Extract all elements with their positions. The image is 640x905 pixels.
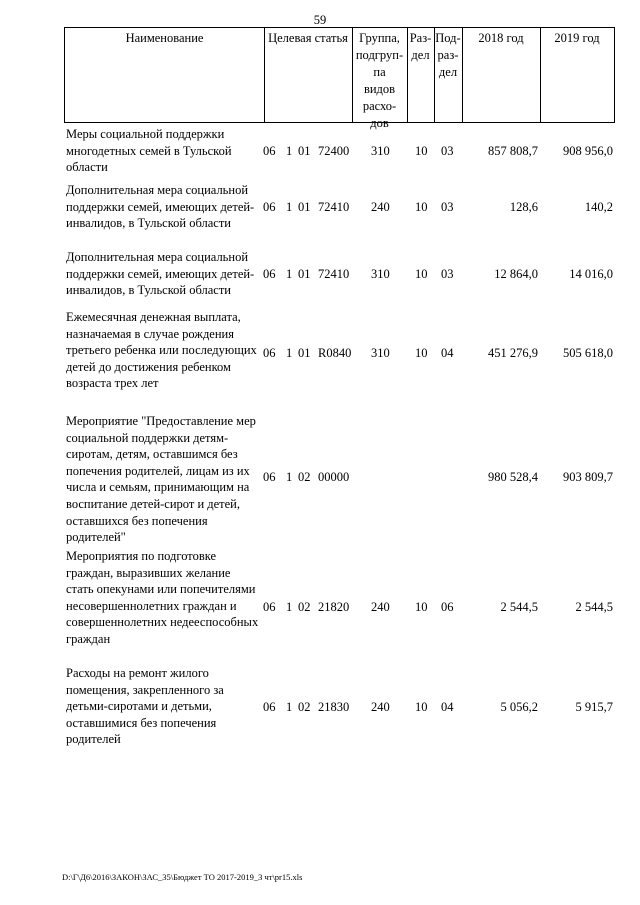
code-event: 01 [298,200,311,214]
header-section [407,28,434,122]
row-subsection: 03 [441,200,454,214]
code-subprogram: 1 [286,346,293,360]
header-2019: 2019 год [554,31,600,45]
code-program: 06 [263,470,276,484]
code-event: 01 [298,346,311,360]
row-value-2019: 903 809,7 [563,470,613,484]
code-direction: 21820 [318,600,350,614]
row-name: Расходы на ремонт жилого помещения, закрепленного за детьми-сиротами и детьми, оставшимися без попечения родителей [66,666,224,747]
code-direction: R0840 [318,346,352,360]
row-value-2018: 128,6 [509,200,538,214]
row-value-2019: 505 618,0 [563,346,613,360]
row-section: 10 [415,144,428,158]
row-section: 10 [415,700,428,714]
row-value-2018: 2 544,5 [500,600,538,614]
code-subprogram: 1 [286,200,293,214]
row-value-2019: 5 915,7 [575,700,613,714]
header-group-line: дов [370,116,389,130]
code-subprogram: 1 [286,144,293,158]
row-value-2019: 2 544,5 [575,600,613,614]
header-group-line: расхо- [362,99,397,113]
row-subsection: 03 [441,144,454,158]
row-section: 10 [415,600,428,614]
row-value-2018: 980 528,4 [488,470,538,484]
row-group: 240 [371,200,390,214]
header-2018: 2018 год [478,31,524,45]
header-section-line: Раз- [409,31,432,45]
code-program: 06 [263,600,276,614]
row-name: Мероприятие "Предоставление мер социальной поддержки детям-сиротам, детям, оставшимся без попечения родителей, лицам из их числа и семьям, принимающим на воспитание детей-сирот и детей, оставшихся без попечения родителей" [66,414,256,545]
table-header [64,27,615,130]
row-name: Дополнительная мера социальной поддержки семей, имеющих детей-инвалидов, в Тульской области [66,250,255,298]
row-subsection: 04 [441,346,454,360]
row-group: 240 [371,700,390,714]
header-group-line: подгруп- [355,48,404,62]
code-subprogram: 1 [286,470,293,484]
header-section-line: дел [411,48,430,62]
row-value-2018: 5 056,2 [500,700,538,714]
header-name: Наименование [125,31,204,45]
row-subsection: 06 [441,600,454,614]
row-subsection: 04 [441,700,454,714]
file-path-footer: D:\Г\Д6\2016\ЗАКОН\ЗАС_35\Бюджет ТО 2017-2019_3 чт\pr15.xls [62,872,303,882]
row-value-2019: 140,2 [584,200,613,214]
header-target-article: Целевая статья [268,31,348,45]
header-subsection-line: раз- [437,48,459,62]
code-direction: 72400 [318,144,350,158]
code-program: 06 [263,700,276,714]
code-event: 02 [298,470,311,484]
code-program: 06 [263,144,276,158]
row-group: 310 [371,144,390,158]
page-number: 59 [313,13,327,27]
row-value-2018: 451 276,9 [488,346,538,360]
row-section: 10 [415,200,428,214]
row-group: 310 [371,267,390,281]
code-program: 06 [263,346,276,360]
code-direction: 72410 [318,200,350,214]
code-direction: 72410 [318,267,350,281]
code-event: 01 [298,267,311,281]
code-subprogram: 1 [286,700,293,714]
code-subprogram: 1 [286,600,293,614]
code-direction: 00000 [318,470,350,484]
row-value-2018: 857 808,7 [488,144,538,158]
row-group: 240 [371,600,390,614]
row-name: Мероприятия по подготовке граждан, выразивших желание стать опекунами или попечителями несовершеннолетних граждан и совершеннолетних недееспособных граждан [66,549,259,646]
row-value-2018: 12 864,0 [494,267,538,281]
header-subsection-line: дел [438,65,458,79]
header-subsection-line: Под- [435,31,461,45]
row-value-2019: 14 016,0 [569,267,613,281]
header-group [352,28,407,130]
header-group-line: видов [363,82,396,96]
row-name: Меры социальной поддержки многодетных семей в Тульской области [66,127,232,175]
row-group: 310 [371,346,390,360]
row-name: Дополнительная мера социальной поддержки семей, имеющих детей-инвалидов, в Тульской области [66,183,255,231]
row-name: Ежемесячная денежная выплата, назначаемая в случае рождения третьего ребенка или последующих детей до достижения ребенком возраста трех лет [66,310,257,391]
row-section: 10 [415,346,428,360]
header-group-line: па [373,65,386,79]
row-value-2019: 908 956,0 [563,144,613,158]
code-program: 06 [263,267,276,281]
code-program: 06 [263,200,276,214]
code-event: 02 [298,600,311,614]
code-direction: 21830 [318,700,350,714]
row-section: 10 [415,267,428,281]
header-subsection [434,28,462,122]
row-subsection: 03 [441,267,454,281]
header-group-line: Группа, [359,31,400,45]
code-event: 02 [298,700,311,714]
code-event: 01 [298,144,311,158]
code-subprogram: 1 [286,267,293,281]
